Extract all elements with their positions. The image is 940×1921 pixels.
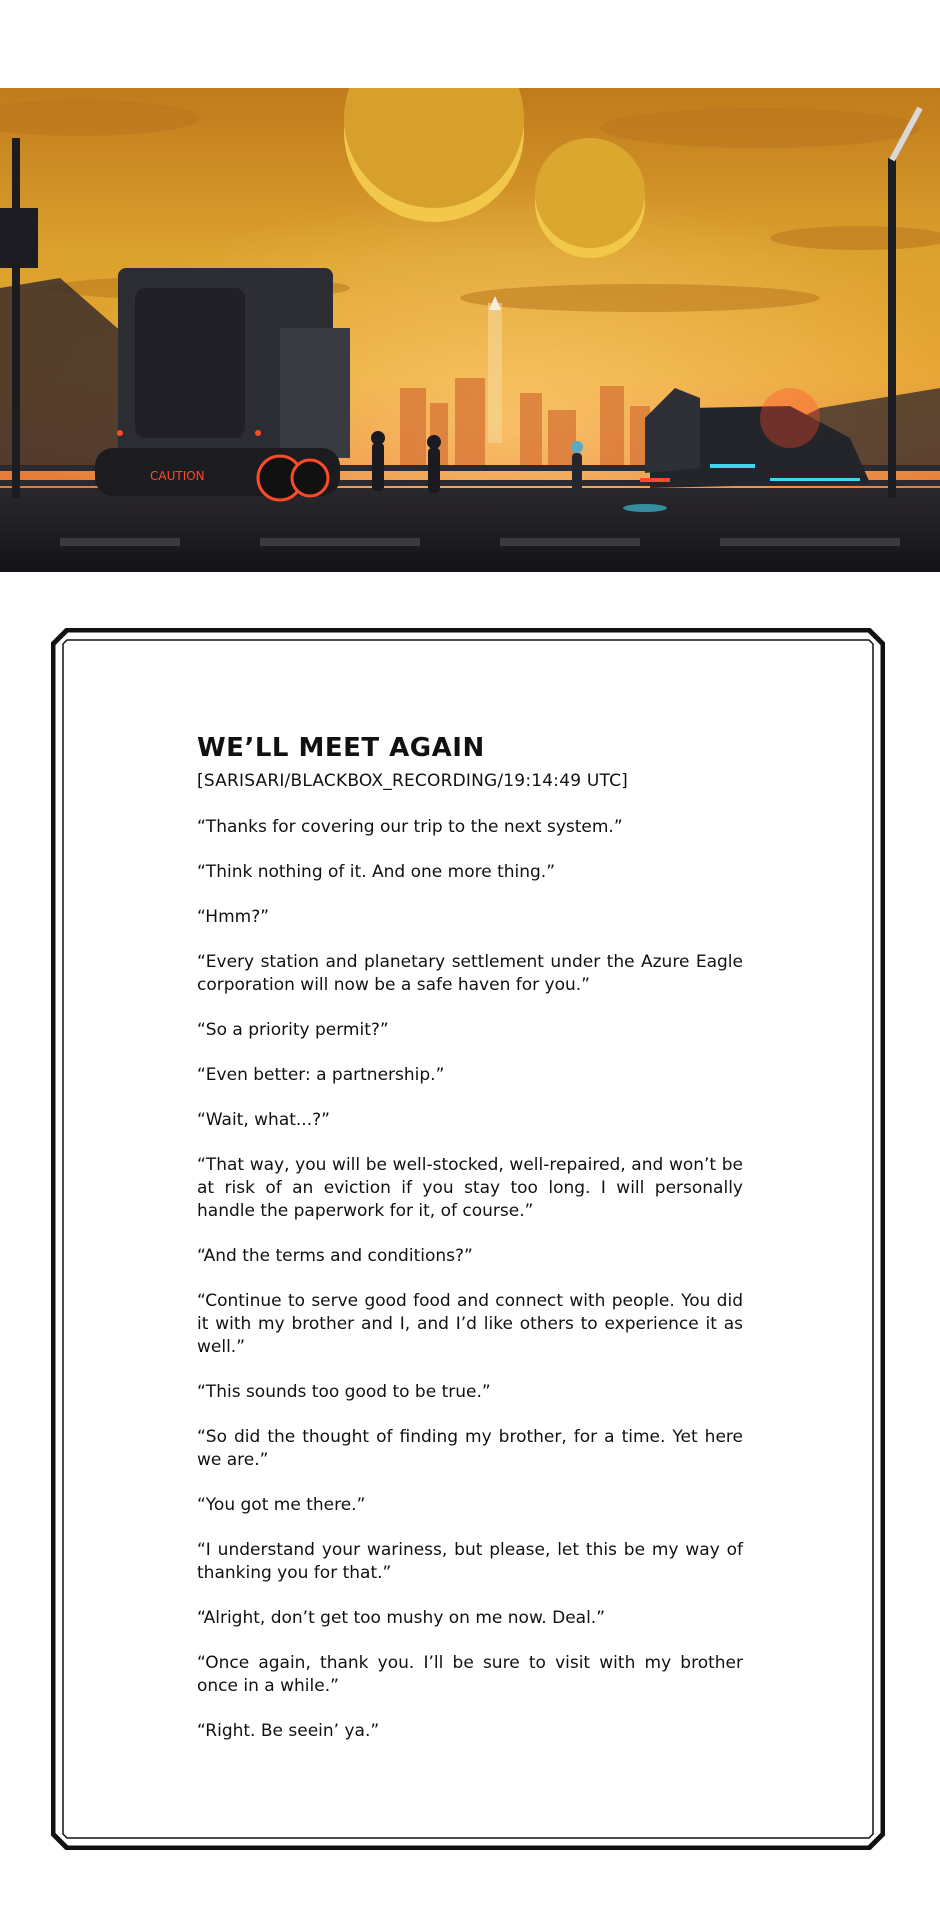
dialogue-line: “This sounds too good to be true.” xyxy=(197,1382,491,1402)
story-content xyxy=(197,732,743,1765)
dialogue-line: “Thanks for covering our trip to the next system.” xyxy=(197,817,623,837)
moon-small xyxy=(535,138,645,258)
road xyxy=(0,488,940,572)
dialogue-line: “Once again, thank you. I’ll be sure to visit with my brother once in a while.” xyxy=(197,1653,743,1696)
dialogue-line: “So a priority permit?” xyxy=(197,1020,389,1040)
story-title: WE’LL MEET AGAIN xyxy=(197,733,485,763)
dialogue-line: “I understand your wariness, but please, let this be my way of thanking you for that.” xyxy=(197,1540,743,1583)
truck-caution-text: CAUTION xyxy=(150,469,205,483)
dialogue-line: “Right. Be seein’ ya.” xyxy=(197,1721,380,1741)
dialogue-line: “So did the thought of finding my brother, for a time. Yet here we are.” xyxy=(197,1427,743,1470)
hero-illustration xyxy=(0,88,940,572)
dialogue-line: “Think nothing of it. And one more thing.” xyxy=(197,862,556,882)
dialogue-line: “Alright, don’t get too mushy on me now. Deal.” xyxy=(197,1608,606,1628)
dialogue-line: “Even better: a partnership.” xyxy=(197,1065,445,1085)
rocket xyxy=(488,296,502,443)
dialogue-line: “You got me there.” xyxy=(197,1495,366,1515)
food-truck xyxy=(95,268,350,500)
story-subtitle: [SARISARI/BLACKBOX_RECORDING/19:14:49 UTC] xyxy=(197,771,628,791)
dialogue-line: “Hmm?” xyxy=(197,907,270,927)
dialogue-line: “And the terms and conditions?” xyxy=(197,1246,473,1266)
dialogue-line: “Wait, what...?” xyxy=(197,1110,330,1130)
dialogue-line: “Continue to serve good food and connect with people. You did it with my brother and I, and I’d like others to experience it as well.” xyxy=(197,1291,743,1357)
story-frame xyxy=(51,628,885,1850)
dialogue-line: “Every station and planetary settlement under the Azure Eagle corporation will now be a safe haven for you.” xyxy=(197,952,743,995)
dialogue-line: “That way, you will be well-stocked, well-repaired, and won’t be at risk of an eviction if you stay too long. I will personally handle the paperwork for it, of course.” xyxy=(197,1155,743,1221)
